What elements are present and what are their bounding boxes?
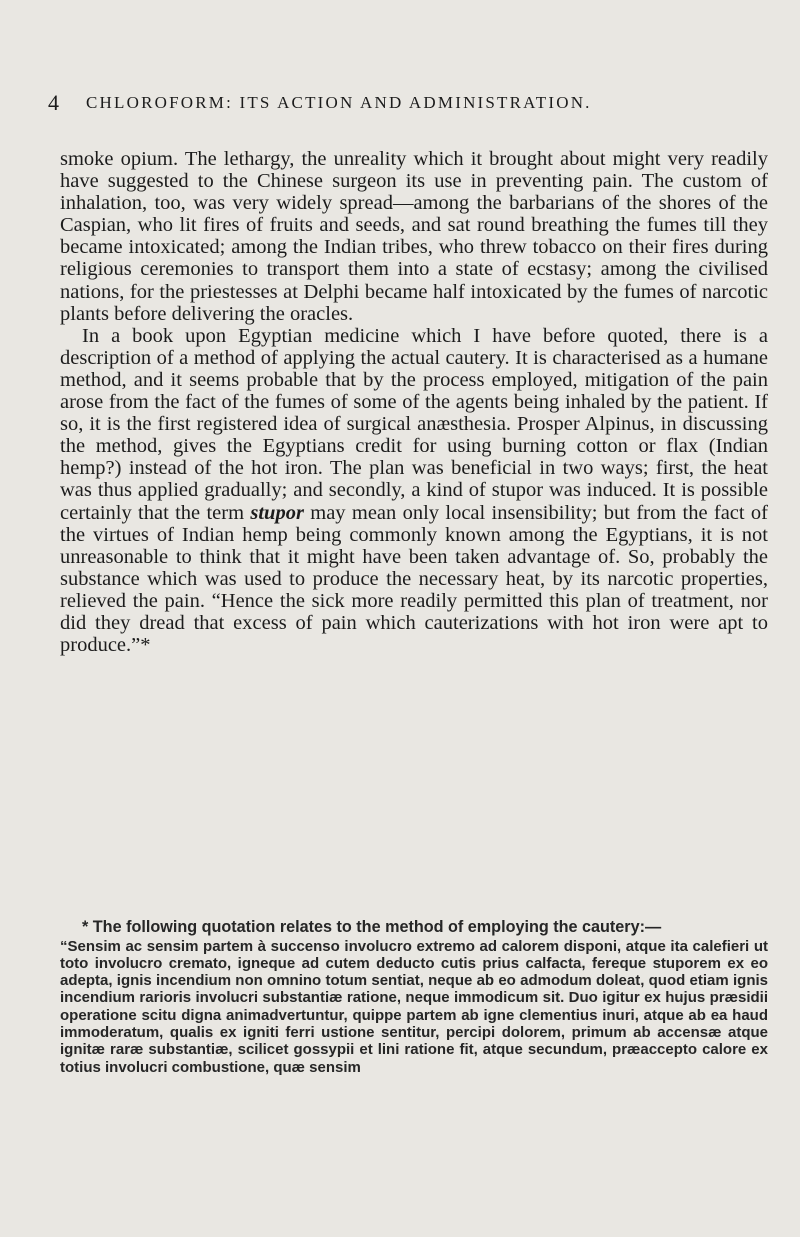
- running-head: CHLOROFORM: ITS ACTION AND ADMINISTRATION.: [86, 93, 592, 112]
- page-number: 4: [48, 90, 60, 115]
- page-header: [48, 90, 760, 118]
- footnote-latin-quote: “Sensim ac sensim partem à succenso involucro extremo ad calorem disponi, atque ita calefieri ut toto involucro cremato, igneque ad cutem deducto cutis prius calfacta, fereque stuporem ex eo adepta, ignis incendium non omnino totum sentiat, neque ab eo admodum doleat, quod etiam ignis incendium rarioris involucri substantiæ ratione, neque immodicum sit. Duo igitur ex hujus præsidii operatione scitu digna animadvertuntur, quippe partem ab igne clementius inuri, atque ab ea haud immoderatum, qualis ex igniti ferri ustione sentitur, percipi dolorem, primum ab accensæ atque ignitæ raræ substantiæ, scilicet gossypii et lini ratione fit, atque secundum, præaccepto calore ex totius involucri combustione, quæ sensim: [60, 937, 768, 1076]
- paragraph-1: smoke opium. The lethargy, the unreality which it brought about might very readily have suggested to the Chinese surgeon its use in preventing pain. The custom of inhalation, too, was very widely spread—among the barbarians of the shores of the Caspian, who lit fires of fruits and seeds, and sat round breathing the fumes till they became intoxicated; among the Indian tribes, who threw tobacco on their fires during religious ceremonies to transport them into a state of ecstasy; among the civilised nations, for the priestesses at Delphi became half intoxicated by the fumes of narcotic plants before delivering the oracles.: [60, 148, 768, 325]
- paragraph-2-part-a: In a book upon Egyptian medicine which I have before quoted, there is a description of a method of applying the actual cautery. It is characterised as a humane method, and it seems probable that by the process employed, mitigation of the pain arose from the fact of the fumes of some of the agents being inhaled by the patient. If so, it is the first registered idea of surgical anæsthesia. Prosper Alpinus, in discussing the method, gives the Egyptians credit for using burning cotton or flax (Indian hemp?) instead of the hot iron. The plan was beneficial in two ways; first, the heat was thus applied gradually; and secondly, a kind of stupor was induced. It is possible certainly that the term: [60, 324, 768, 524]
- footnote: [60, 918, 768, 1076]
- footnote-intro: * The following quotation relates to the method of employing the cautery:—: [82, 918, 662, 936]
- paragraph-2: [60, 325, 768, 656]
- emphasis-stupor: stupor: [250, 501, 304, 524]
- paragraph-2-part-b: may mean only local insensibility; but from the fact of the virtues of Indian hemp being commonly known among the Egyptians, it is not unreasonable to think that it might have been taken advantage of. So, probably the substance which was used to produce the necessary heat, by its narcotic properties, relieved the pain. “Hence the sick more readily permitted this plan of treatment, nor did they dread that excess of pain which cauterizations with hot iron were apt to produce.”*: [60, 501, 768, 657]
- main-text: [60, 148, 768, 656]
